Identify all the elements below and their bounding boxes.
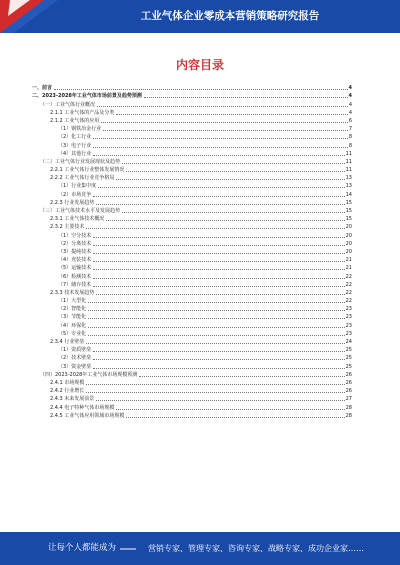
toc-entry-page: 13 [345,183,352,190]
toc-entry-label: （7）储存技术 [58,281,92,288]
toc-leader-dots [93,154,344,156]
toc-entry-page: 25 [345,347,352,354]
toc-entry-page: 28 [345,412,352,419]
footer-slogan: 让每个人都能成为 [48,543,117,553]
toc-entry-label: （3）电子行业 [58,142,92,149]
toc-entry[interactable] [32,240,352,248]
toc-entry-page: 20 [345,240,352,247]
toc-leader-dots [93,268,344,270]
toc-entry-page: 26 [345,379,352,386]
toc-entry-label: 2.3.2 主要技术 [50,224,85,231]
toc-entry-page: 14 [345,191,352,198]
toc-entry[interactable] [32,371,352,379]
toc-entry[interactable] [32,199,352,207]
toc-entry-label: （4）充装技术 [58,257,92,264]
toc-leader-dots [97,105,348,107]
toc-leader-dots [88,317,344,319]
toc-leader-dots [96,399,344,401]
toc-leader-dots [93,285,344,287]
toc-entry[interactable] [32,305,352,313]
toc-leader-dots [88,326,344,328]
toc-leader-dots [88,334,344,336]
toc-entry[interactable] [32,182,352,190]
toc-entry-label: 2.3.3 技术发展趋势 [50,289,95,296]
toc-leader-dots [126,170,344,172]
toc-entry-page: 11 [345,158,352,165]
toc-entry-page: 24 [345,339,352,345]
toc-leader-dots [93,146,348,148]
toc-entry-label: （3）节能化 [58,314,87,321]
toc-leader-dots [139,375,344,377]
toc-entry-label: 2.4.4 电子特种气体市场规模 [50,404,115,411]
toc-leader-dots [54,88,348,90]
toc-entry-page: 22 [345,281,352,288]
toc-title: 内容目录 [175,58,224,72]
toc-entry-label: （四）2023-2028年工业气体市场规模预测 [40,371,138,378]
toc-leader-dots [93,252,344,254]
toc-entry-label: 2.1.2 工业气体的应用 [50,117,100,124]
toc-leader-dots [93,236,344,238]
toc-entry-page: 21 [345,257,352,264]
toc-leader-dots [106,219,344,221]
toc-entry[interactable] [32,395,352,403]
toc-entry-label: 2.3.4 行业壁垒 [50,339,85,345]
toc-entry[interactable] [32,289,352,297]
toc-entry-label: 一、前言 [32,85,53,92]
toc-entry-label: （一）工业气体行业概况 [40,101,96,108]
toc-entry[interactable] [32,100,352,108]
toc-entry-label: 2.1.1 工业气体的产品及分类 [50,109,115,116]
toc-entry[interactable] [32,223,352,231]
toc-entry-label: （2）智能化 [58,306,87,313]
toc-leader-dots [93,358,344,360]
toc-entry-label: （6）检测技术 [58,273,92,280]
toc-leader-dots [96,203,344,205]
toc-leader-dots [116,178,344,180]
toc-entry[interactable] [32,330,352,338]
toc-entry[interactable] [32,125,352,133]
toc-leader-dots [101,121,348,123]
toc-entry[interactable] [32,387,352,395]
toc-entry-page: 20 [345,224,352,231]
toc-leader-dots [93,277,344,279]
toc-entry-label: （二）工业气体行业发展现状及趋势 [40,158,121,165]
toc-entry-page: 26 [345,388,352,395]
toc-entry[interactable] [32,92,352,100]
toc-entry-page: 22 [345,289,352,296]
toc-entry-label: 2.4.1 市场规模 [50,379,85,386]
toc-entry-page: 23 [345,330,352,337]
toc-entry-page: 23 [345,314,352,321]
toc-entry-label: （1）空分技术 [58,232,92,239]
toc-entry-page: 23 [345,322,352,329]
toc-entry-label: （5）运输技术 [58,265,92,272]
toc-entry-page: 22 [345,273,352,280]
toc-entry-page: 8 [348,134,352,141]
toc-entry[interactable] [32,109,352,117]
toc-entry-label: 2.2.3 行业发展趋势 [50,199,95,206]
toc-leader-dots [93,195,344,197]
toc-entry-page: 4 [348,109,352,116]
toc-leader-dots [122,211,345,213]
toc-leader-dots [86,227,344,229]
toc-entry-page: 15 [345,216,352,223]
toc-entry[interactable] [32,313,352,321]
toc-entry[interactable] [32,412,352,420]
footer-divider-icon [118,542,138,556]
toc-entry[interactable] [32,166,352,174]
toc-entry-label: （4）其他行业 [58,150,92,157]
toc-entry-page: 15 [345,208,352,214]
toc-entry-page: 27 [345,396,352,403]
toc-entry-page: 7 [348,126,352,133]
toc-leader-dots [86,391,344,393]
toc-entry-label: （3）资金壁垒 [58,363,92,370]
toc-entry-label: （2）分离技术 [58,240,92,247]
toc-entry-page: 4 [348,101,352,108]
footer-bar [0,532,400,565]
toc-entry-page: 26 [345,371,352,378]
toc-entry-page: 4 [348,93,352,100]
toc-entry-label: 二、2023-2028年工业气体市场前景及趋势预测 [32,93,142,100]
toc-leader-dots [88,309,344,311]
toc-entry[interactable] [32,346,352,354]
toc-entry[interactable] [32,264,352,272]
toc-entry-page: 4 [348,85,352,92]
toc-entry-page: 20 [345,248,352,255]
toc-entry[interactable] [32,133,352,141]
footer-roles: 营销专家、管理专家、咨询专家、战略专家、成功企业家…… [148,544,364,553]
toc-leader-dots [93,260,344,262]
toc-entry[interactable] [32,84,352,92]
toc-entry[interactable] [32,403,352,411]
toc-entry-label: 2.2.2 工业气体行业竞争格局 [50,175,115,182]
toc-entry[interactable] [32,338,352,346]
header-title: 工业气体企业零成本营销策略研究报告 [140,10,320,22]
toc-entry[interactable] [32,190,352,198]
toc-entry[interactable] [32,141,352,149]
toc-leader-dots [116,113,347,115]
toc-leader-dots [93,350,344,352]
toc-entry-label: （2）市场竞争 [58,191,92,198]
toc-entry-page: 8 [348,142,352,149]
toc-entry[interactable] [32,158,352,166]
toc-entry-page: 25 [345,355,352,362]
corner-logo-icon [0,0,60,33]
toc-entry-page: 20 [345,232,352,239]
toc-entry[interactable] [32,231,352,239]
toc-entry[interactable] [32,362,352,370]
toc-leader-dots [144,96,348,98]
toc-entry-page: 15 [345,199,352,206]
toc-entry-label: （1）大型化 [58,298,87,305]
toc-entry-label: 2.4.2 行业增长 [50,388,85,395]
toc-entry-label: 2.2.1 工业气体行业整体发展情况 [50,167,125,174]
toc-entry-label: （1）钢铁冶金行业 [58,126,102,133]
toc-entry[interactable] [32,117,352,125]
toc-leader-dots [122,162,345,164]
toc-leader-dots [103,129,348,131]
toc-leader-dots [86,342,344,344]
toc-entry[interactable] [32,207,352,215]
toc-entry[interactable] [32,321,352,329]
toc-entry-label: （三）工业气体技术水平及发展趋势 [40,208,121,214]
toc-entry[interactable] [32,256,352,264]
toc-entry[interactable] [32,379,352,387]
toc-leader-dots [98,186,344,188]
toc-entry-label: 2.4.5 工业气体应用领域市场规模 [50,412,125,419]
toc-entry-page: 11 [345,167,352,174]
toc-entry[interactable] [32,150,352,158]
toc-entry-label: （2）技术壁垒 [58,355,92,362]
toc-entry-label: 2.4.3 未来发展前景 [50,396,95,403]
toc-leader-dots [93,367,344,369]
toc-leader-dots [126,416,344,418]
toc-entry-label: （4）环保化 [58,322,87,329]
toc-entry-label: （1）资质壁垒 [58,347,92,354]
toc-entry-page: 13 [345,175,352,182]
toc-leader-dots [93,244,344,246]
toc-entry-page: 11 [345,150,352,157]
toc-entry[interactable] [32,354,352,362]
toc-entry-label: （2）化工行业 [58,134,92,141]
toc-entry-page: 28 [345,404,352,411]
toc-leader-dots [88,301,344,303]
table-of-contents [32,84,352,512]
toc-leader-dots [116,408,344,410]
toc-entry[interactable] [32,215,352,223]
header-bar [0,0,400,33]
toc-leader-dots [86,383,344,385]
toc-leader-dots [96,293,344,295]
toc-entry-page: 21 [345,265,352,272]
toc-entry[interactable] [32,272,352,280]
toc-entry-page: 6 [348,117,352,124]
toc-entry-page: 22 [345,298,352,305]
toc-entry-label: （1）行业集中度 [58,183,97,190]
toc-entry-label: （5）专业化 [58,330,87,337]
toc-entry[interactable] [32,174,352,182]
toc-leader-dots [93,137,348,139]
toc-entry-label: （3）提纯技术 [58,248,92,255]
toc-entry[interactable] [32,281,352,289]
toc-entry-label: 2.3.1 工业气体技术概况 [50,216,105,223]
toc-entry[interactable] [32,297,352,305]
toc-entry-page: 23 [345,306,352,313]
toc-entry[interactable] [32,248,352,256]
toc-entry-page: 25 [345,363,352,370]
